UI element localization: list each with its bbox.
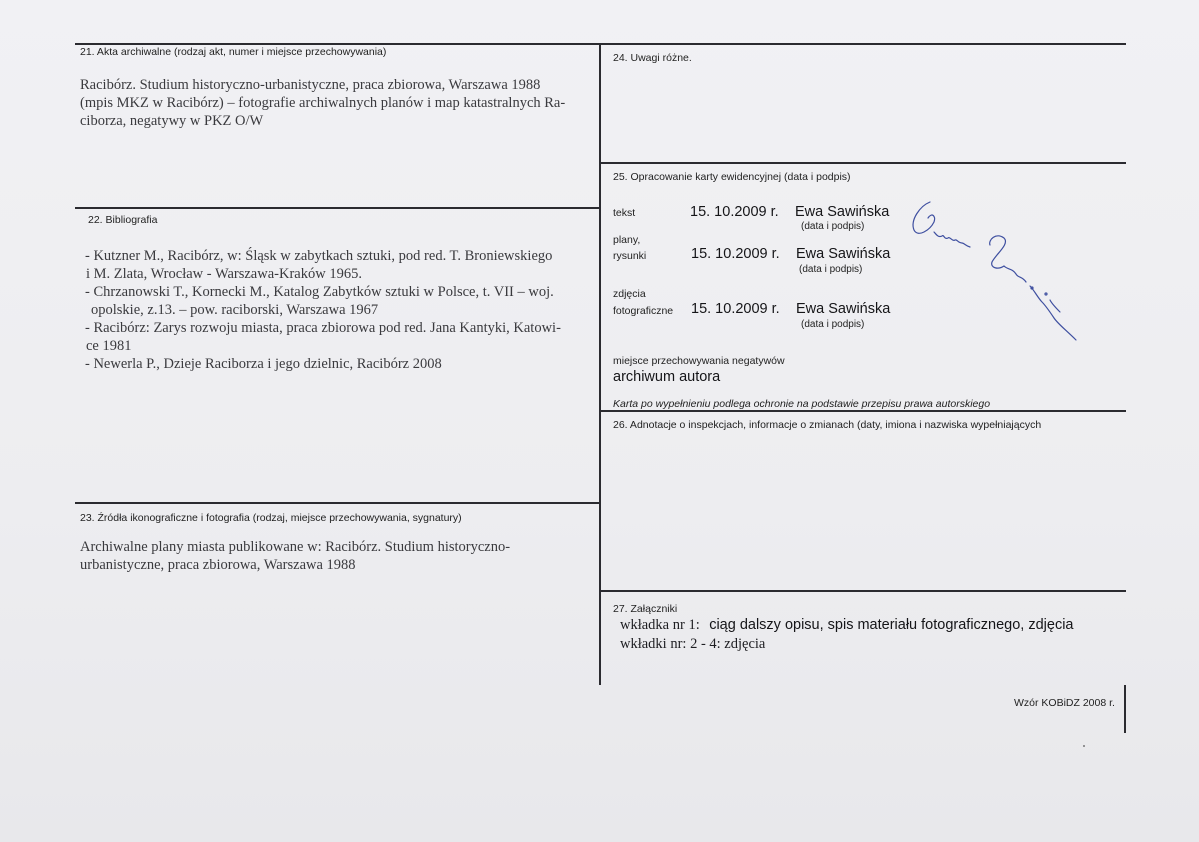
author-rysunki: Ewa Sawińska bbox=[796, 246, 891, 262]
section-23-line: urbanistyczne, praca zbiorowa, Warszawa 1988 bbox=[80, 557, 356, 573]
author-zdjecia: Ewa Sawińska bbox=[796, 301, 891, 317]
section-23-line: Archiwalne plany miasta publikowane w: Racibórz. Studium historyczno- bbox=[80, 539, 511, 555]
date-zdjecia: 15. 10.2009 r. bbox=[691, 301, 780, 317]
rule-27 bbox=[599, 590, 1126, 592]
storage-label: miejsce przechowywania negatywów bbox=[613, 355, 785, 367]
paper-speck bbox=[1083, 745, 1085, 747]
section-22-text bbox=[85, 247, 561, 373]
section-23-label: 23. Źródła ikonograficzne i fotografia (rodzaj, miejsce przechowywania, sygnatury) bbox=[80, 512, 462, 524]
bibliography-line: i M. Zlata, Wrocław - Warszawa-Kraków 1965. bbox=[86, 266, 362, 282]
rule-23 bbox=[75, 502, 600, 504]
footer-tick bbox=[1124, 685, 1126, 733]
section-27-label: 27. Załączniki bbox=[613, 603, 678, 615]
copyright-note: Karta po wypełnieniu podlega ochronie na podstawie przepisu prawa autorskiego bbox=[613, 398, 991, 410]
template-footer: Wzór KOBiDZ 2008 r. bbox=[1014, 697, 1115, 709]
rule-26 bbox=[599, 410, 1126, 412]
bibliography-line: opolskie, z.13. – pow. raciborski, Warszawa 1967 bbox=[91, 302, 379, 318]
section-24-label: 24. Uwagi różne. bbox=[613, 52, 692, 64]
bibliography-line: - Racibórz: Zarys rozwoju miasta, praca zbiorowa pod red. Jana Kantyki, Katowi- bbox=[85, 320, 561, 336]
bibliography-line: - Chrzanowski T., Kornecki M., Katalog Zabytków sztuki w Polsce, t. VII – woj. bbox=[85, 284, 554, 300]
section-26-label: 26. Adnotacje o inspekcjach, informacje o zmianach (daty, imiona i nazwiska wypełniających bbox=[613, 419, 1042, 431]
row-label-zdjecia: zdjęcia bbox=[613, 288, 646, 300]
section-21-line: (mpis MKZ w Racibórz) – fotografie archiwalnych planów i map katastralnych Ra- bbox=[80, 95, 566, 111]
row-label-rysunki: rysunki bbox=[613, 250, 647, 262]
date-rysunki: 15. 10.2009 r. bbox=[691, 246, 780, 262]
bibliography-line: - Kutzner M., Racibórz, w: Śląsk w zabytkach sztuki, pod red. T. Broniewskiego bbox=[85, 248, 553, 264]
storage-value: archiwum autora bbox=[613, 369, 721, 385]
top-rule bbox=[75, 43, 1126, 45]
caption-rysunki: (data i podpis) bbox=[799, 264, 863, 275]
rule-25 bbox=[599, 162, 1126, 164]
attachment-line-2: wkładki nr: 2 - 4: zdjęcia bbox=[620, 636, 766, 652]
section-22-label: 22. Bibliografia bbox=[88, 214, 158, 226]
section-25-label: 25. Opracowanie karty ewidencyjnej (data i podpis) bbox=[613, 171, 851, 183]
attachment-line-1 bbox=[620, 616, 1074, 634]
attachment-description: ciąg dalszy opisu, spis materiału fotograficznego, zdjęcia bbox=[709, 617, 1074, 633]
rule-22 bbox=[75, 207, 600, 209]
caption-zdjecia: (data i podpis) bbox=[801, 319, 865, 330]
row-label-plany: plany, bbox=[613, 234, 641, 246]
section-21-text bbox=[80, 76, 565, 130]
center-divider bbox=[599, 43, 601, 685]
date-tekst: 15. 10.2009 r. bbox=[690, 204, 779, 220]
row-label-fotograficzne: fotograficzne bbox=[613, 305, 674, 317]
section-21-line: Racibórz. Studium historyczno-urbanistyczne, praca zbiorowa, Warszawa 1988 bbox=[80, 77, 541, 93]
caption-tekst: (data i podpis) bbox=[801, 221, 865, 232]
section-23-text bbox=[80, 538, 510, 574]
row-label-tekst: tekst bbox=[613, 207, 636, 219]
author-tekst: Ewa Sawińska bbox=[795, 204, 890, 220]
section-21-label: 21. Akta archiwalne (rodzaj akt, numer i miejsce przechowywania) bbox=[80, 46, 387, 58]
section-21-line: ciborza, negatywy w PKZ O/W bbox=[80, 113, 264, 129]
handwritten-signature bbox=[900, 190, 1100, 350]
attachment-prefix: wkładka nr 1: bbox=[620, 617, 700, 633]
bibliography-line: ce 1981 bbox=[86, 338, 132, 354]
bibliography-line: - Newerla P., Dzieje Raciborza i jego dzielnic, Racibórz 2008 bbox=[85, 356, 442, 372]
